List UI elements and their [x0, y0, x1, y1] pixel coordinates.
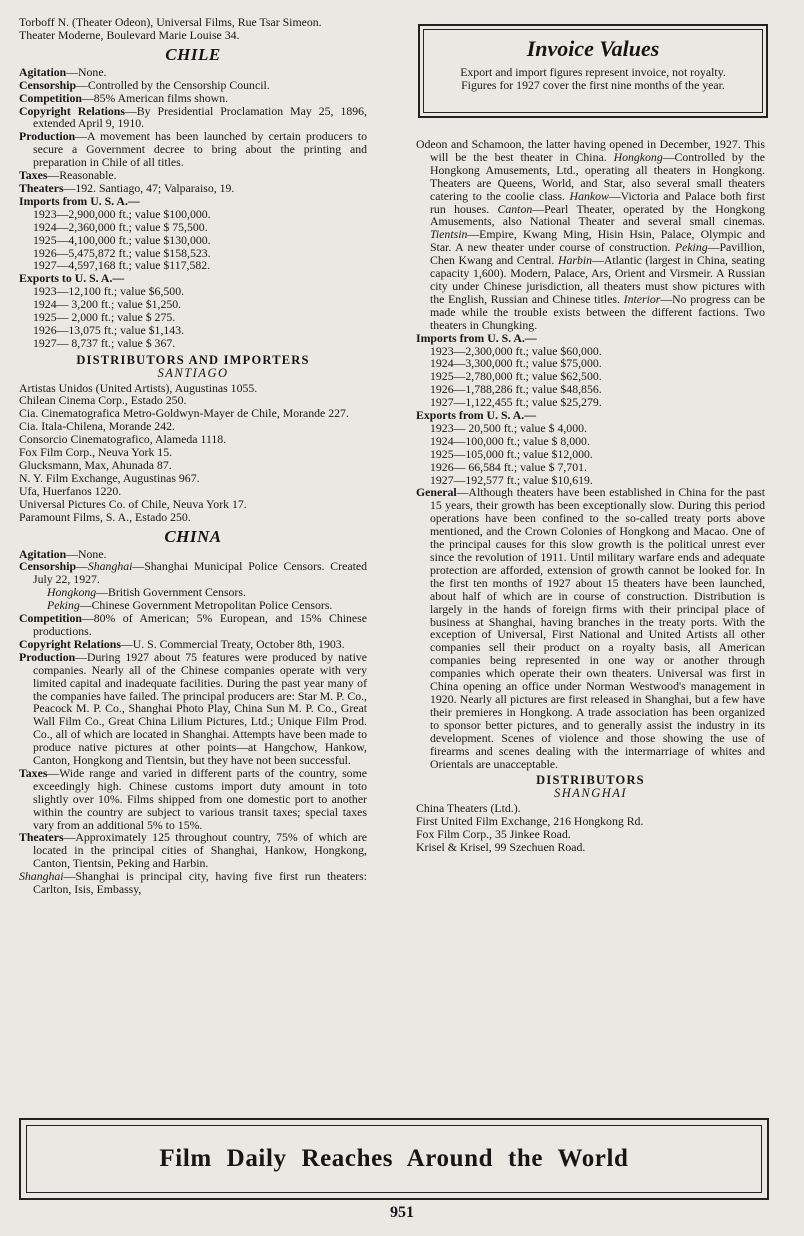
chile-import-row: 1924—2,360,000 ft.; value $ 75,500. [33, 219, 208, 234]
chile-paragraphs [19, 66, 367, 195]
china-para [19, 612, 367, 638]
china-export-row: 1923— 20,500 ft.; value $ 4,000. [430, 420, 587, 435]
china-distributors-heading: DISTRIBUTORS [536, 773, 645, 788]
china-general-head: General [416, 485, 457, 500]
chile-para-text: —85% American films shown. [81, 90, 229, 105]
chile-export-row: 1924— 3,200 ft.; value $1,250. [33, 297, 182, 312]
chile-distributor-item: Consorcio Cinematografico, Alameda 1118. [19, 432, 227, 447]
china-distributors-list [416, 802, 765, 854]
chile-distributor-item: Cia. Itala-Chilena, Morande 242. [19, 419, 175, 434]
chile-export-row: 1923—12,100 ft.; value $6,500. [33, 284, 185, 299]
chile-para-text: —None. [66, 64, 107, 79]
china-paragraphs [19, 612, 367, 870]
china-para-text: —80% of American; 5% European, and 15% Chinese productions. [33, 611, 367, 638]
china-censorship [19, 560, 367, 586]
chile-exports-list [19, 285, 367, 350]
censorship-city-peking: Peking [47, 598, 80, 613]
censorship-city-shanghai: Shanghai [87, 559, 133, 574]
chile-import-row: 1923—2,900,000 ft.; value $100,000. [33, 206, 211, 221]
shanghai-city-label: Shanghai [19, 869, 64, 884]
country-heading-china: CHINA [164, 526, 222, 546]
chile-para-head: Competition [19, 90, 82, 105]
china-import-row: 1923—2,300,000 ft.; value $60,000. [430, 343, 602, 358]
film-daily-banner-text: Film Daily Reaches Around the World [159, 1144, 629, 1172]
continued-text: —Atlantic (largest in China, seating capacity 1,600). Modern, Palace, Ars, Orient and Virsmeir. A Russian city under Chinese jurisdiction, all theaters must show pictures with the English, Russian and Chinese titles. [430, 253, 765, 306]
china-distributors-city: SHANGHAI [553, 786, 628, 801]
censorship-peking-text: —Chinese Government Metropolitan Police Censors. [79, 598, 333, 613]
city-name: Peking [674, 240, 708, 255]
china-general [416, 486, 765, 770]
chile-import-row: 1926—5,475,872 ft.; value $158,523. [33, 245, 211, 260]
china-para [19, 831, 367, 870]
continued-text: —No progress can be made while the trouble exists between the different factions. Two theaters in Chungking. [430, 291, 766, 332]
right-column [416, 138, 765, 854]
china-agitation-text: —None. [66, 546, 107, 561]
chile-para [19, 105, 367, 131]
china-shanghai-theaters [19, 870, 367, 896]
china-distributor-item: Fox Film Corp., 35 Jinkee Road. [416, 827, 571, 842]
chile-para-text: —By Presidential Proclamation May 25, 1896, extended April 9, 1910. [33, 103, 367, 131]
china-para-text: —Approximately 125 throughout country, 75% of which are located in the principal cities of Shanghai, Hankow, Hongkong, Canton, Tientsin, Peking and Harbin. [33, 830, 367, 871]
city-name: Interior [623, 291, 661, 306]
chile-para [19, 130, 367, 169]
country-heading-chile: CHILE [165, 44, 221, 64]
chile-export-row: 1927— 8,737 ft.; value $ 367. [33, 335, 176, 350]
china-general-text: —Although theaters have been established in China for the past 15 years, their growth has been exceptionally slow. During this period operations have been confined to the so-called treaty ports above mentioned, and the Crown Colonies of Hongkong and Macao. One of the principal causes for this slow growth is the political unrest ever since the revolution of 1911. Until military warfare ends and adequate protection are afforded, extension of growth cannot be looked for. In the first ten months of 1927 about 15 theaters have been launched, about half of which are in course of construction. Distribution is largely in the hands of foreign firms with their principal place of business at Shanghai, having branches in the treaty ports. With the exception of Universal, First National and United Artists all other companies sell their product on a royalty basis, all American companies being represented in one way or another through companies which operate their own theaters. Universal was first in China opening an office under Norman Westwood's management in 1920. Nearly all pictures are first released in Shanghai, but a few have their premieres in Hongkong. A trade association has been organized to sponsor better pictures, and to generally assist the industry in its development. Scenes of violence and those showing the use of firearms and scenes dealing with the intermarriage of whites and Orientals are unacceptable. [430, 485, 765, 771]
invoice-values-inner [423, 29, 763, 113]
continued-text: —Empire, Kwang Ming, Hisin Hsin, Palace, Olympic and Star. A new theater under course of construction. [430, 227, 765, 255]
chile-para-head: Copyright Relations [19, 103, 125, 118]
china-distributor-item: Krisel & Krisel, 99 Szechuen Road. [416, 839, 586, 854]
invoice-values-title: Invoice Values [526, 36, 660, 61]
invoice-values-box [418, 24, 768, 118]
china-agitation-head: Agitation [19, 546, 67, 561]
censorship-dash: — [76, 559, 88, 574]
chile-distributor-item: Cia. Cinematografica Metro-Goldwyn-Mayer de Chile, Morande 227. [19, 406, 349, 421]
chile-para-head: Agitation [19, 64, 67, 79]
chile-imports-list [19, 208, 367, 273]
china-para-text: —U. S. Commercial Treaty, October 8th, 1903. [120, 636, 345, 651]
china-para [19, 767, 367, 832]
chile-para-text: —Controlled by the Censorship Council. [76, 77, 270, 92]
continued-text: Odeon and Schamoon, the latter having opened in December, 1927. This will be the best theater in China. [416, 137, 765, 164]
chile-distributor-item: Chilean Cinema Corp., Estado 250. [19, 393, 187, 408]
city-name: Harbin [557, 253, 593, 268]
chile-imports-heading: Imports from U. S. A.— [19, 193, 140, 208]
china-export-row: 1924—100,000 ft.; value $ 8,000. [430, 433, 590, 448]
chile-exports-heading: Exports to U. S. A.— [19, 271, 125, 286]
city-name: Hankow [569, 188, 609, 203]
city-name: Canton [497, 201, 533, 216]
china-export-row: 1927—192,577 ft.; value $10,619. [430, 472, 593, 487]
china-distributor-item: First United Film Exchange, 216 Hongkong Rd. [416, 814, 644, 829]
chile-distributors-heading: DISTRIBUTORS AND IMPORTERS [76, 352, 310, 367]
chile-distributor-item: Fox Film Corp., Neuva York 15. [19, 445, 173, 460]
china-export-row: 1926— 66,584 ft.; value $ 7,701. [430, 459, 587, 474]
china-import-row: 1925—2,780,000 ft.; value $62,500. [430, 369, 602, 384]
film-daily-banner [19, 1118, 769, 1200]
chile-export-row: 1926—13,075 ft.; value $1,143. [33, 322, 185, 337]
china-import-row: 1926—1,788,286 ft.; value $48,856. [430, 382, 602, 397]
chile-import-row: 1925—4,100,000 ft.; value $130,000. [33, 232, 211, 247]
pre-line-1: Torboff N. (Theater Odeon), Universal Films, Rue Tsar Simeon. [19, 15, 322, 29]
film-daily-banner-inner [26, 1125, 762, 1193]
shanghai-theaters-text: —Shanghai is principal city, having five first run theaters: Carlton, Isis, Embassy, [33, 869, 367, 897]
china-imports-heading: Imports from U. S. A.— [416, 330, 537, 345]
chile-para-head: Production [19, 129, 76, 144]
chile-distributor-item: Ufa, Huerfanos 1220. [19, 483, 122, 498]
china-para-text: —During 1927 about 75 features were produced by native companies. Nearly all of the Chinese companies operate with very limited capital and inadequate facilities. During the past year many of the companies have failed. The principal producers are: Star M. P. Co., Peacock M. P. Co., Shanghai Photo Play, China Sun M. P. Co., Great Wall Film Co., Great China Lilium Pictures, Ltd.; Unique Film Prod. Co., all of which are located in Shanghai. Attempts have been made to produce native pictures at other points—at Hangchow, Hankow, Canton, Hongkong and Tientsin, but they have not been successful. [33, 649, 367, 768]
chile-para-head: Theaters [19, 180, 64, 195]
chile-para-head: Censorship [19, 77, 77, 92]
city-name: Tientsin [430, 227, 468, 242]
continued-text: —Victoria and Palace both first run houses. [430, 188, 766, 216]
censorship-shanghai-text: —Shanghai Municipal Police Censors. Created July 22, 1927. [33, 559, 367, 587]
censorship-city-hongkong: Hongkong [47, 585, 97, 600]
chile-import-row: 1927—4,597,168 ft.; value $117,582. [33, 258, 211, 273]
continued-text: —Controlled by the Hongkong Amusements, Ltd., operating all theaters in Hongkong. Theaters are Queens, World, and Star, also several small theaters catering to the coolie class. [430, 149, 765, 203]
chile-distributor-item: Paramount Films, S. A., Estado 250. [19, 509, 191, 524]
china-para-head: Copyright Relations [19, 636, 121, 651]
china-para-text: —Wide range and varied in different parts of the country, some exceedingly high. Chinese customs import duty amount in toto slightly over 10%. Films shipped from one domestic port to another within the country are subject to various transit taxes; special taxes vary from an additional 5% to 15%. [33, 765, 367, 832]
china-theaters-continued [416, 138, 765, 332]
continued-text: —Pavillion, Chen Kwang and Central. [430, 240, 765, 268]
censorship-hongkong-text: —British Government Censors. [96, 585, 246, 600]
chile-distributor-item: Artistas Unidos (United Artists), Augustinas 1055. [19, 380, 258, 395]
chile-para-text: —A movement has been launched by certain producers to secure a Government decree to bring about the printing and preparation in Chile of all titles. [33, 129, 367, 170]
china-imports-list [416, 345, 765, 410]
chile-distributor-item: Universal Pictures Co. of Chile, Neuva York 17. [19, 496, 247, 511]
china-censorship-head: Censorship [19, 559, 77, 574]
china-para-head: Taxes [19, 765, 48, 780]
page-number: 951 [390, 1204, 414, 1221]
invoice-values-description: Export and import figures represent invoice, not royalty. Figures for 1927 cover the first nine months of the year. [460, 65, 726, 92]
china-distributor-item: China Theaters (Ltd.). [416, 801, 521, 816]
chile-para [19, 182, 367, 195]
chile-distributor-item: Glucksmann, Max, Ahunada 87. [19, 458, 172, 472]
pre-line-2: Theater Moderne, Boulevard Marie Louise 34. [19, 27, 240, 42]
china-import-row: 1927—1,122,455 ft.; value $25,279. [430, 395, 602, 410]
continued-text: —Pearl Theater, operated by the Hongkong Amusements, also National Theater and several small cinemas. [430, 201, 765, 229]
china-import-row: 1924—3,300,000 ft.; value $75,000. [430, 356, 602, 371]
china-para-head: Theaters [19, 830, 64, 845]
chile-para-head: Taxes [19, 168, 48, 183]
left-column [19, 16, 367, 896]
china-para [19, 651, 367, 767]
chile-distributor-item: N. Y. Film Exchange, Augustinas 967. [19, 470, 200, 485]
china-export-row: 1925—105,000 ft.; value $12,000. [430, 446, 593, 461]
china-exports-list [416, 422, 765, 487]
city-name: Hongkong [613, 149, 663, 164]
chile-distributors-list [19, 382, 367, 524]
chile-para-text: —192. Santiago, 47; Valparaiso, 19. [63, 180, 235, 195]
china-exports-heading: Exports from U. S. A.— [416, 408, 537, 423]
china-para-head: Production [19, 649, 76, 664]
china-para-head: Competition [19, 611, 82, 626]
chile-para-text: —Reasonable. [47, 168, 117, 183]
chile-distributors-city: SANTIAGO [157, 365, 229, 380]
chile-export-row: 1925— 2,000 ft.; value $ 275. [33, 310, 176, 325]
